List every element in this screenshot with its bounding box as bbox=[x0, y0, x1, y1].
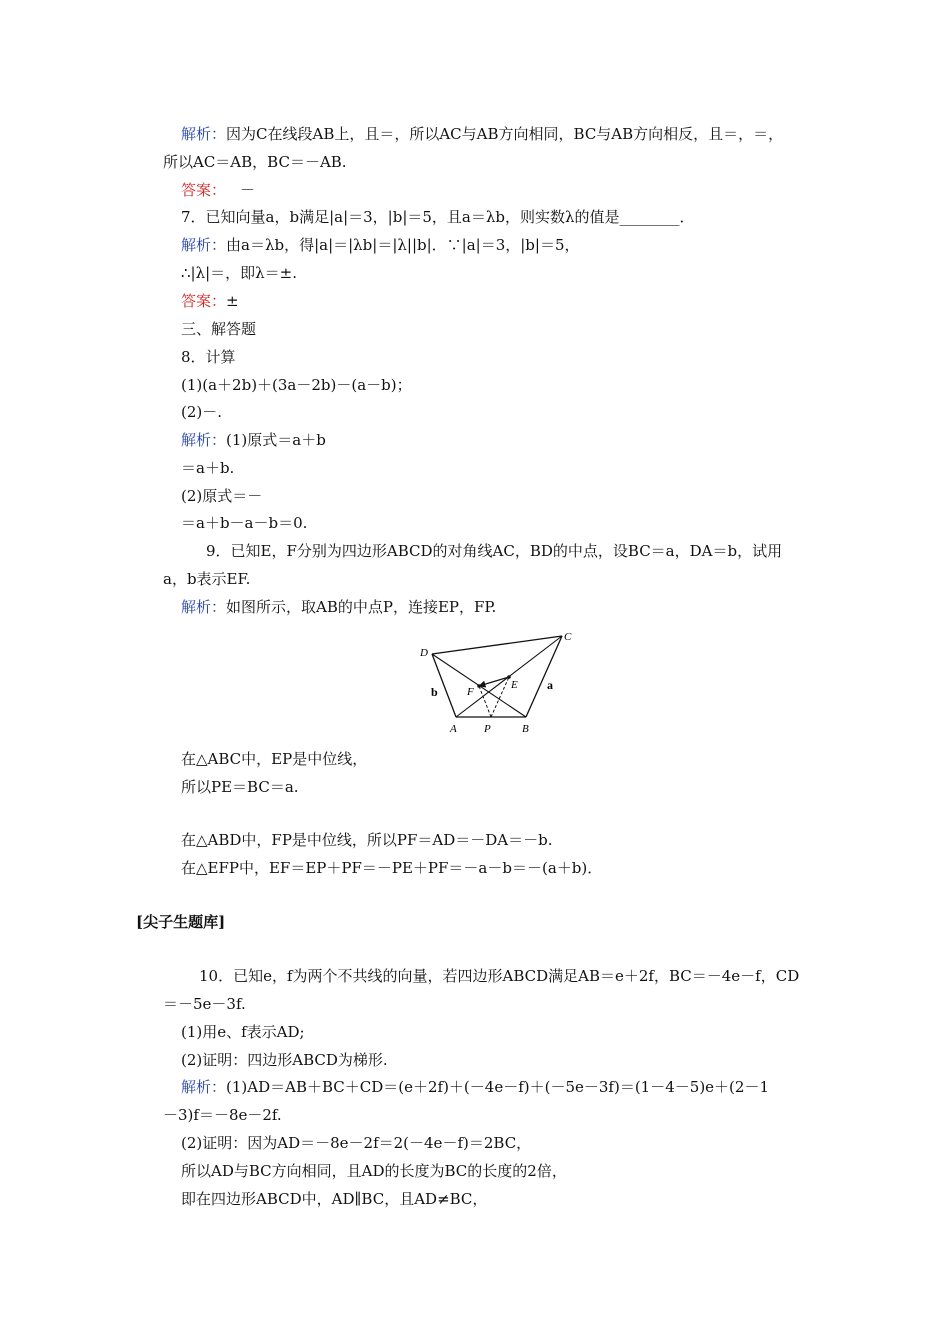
side-bc bbox=[526, 636, 562, 717]
q6-answer-line bbox=[181, 180, 255, 200]
q10-analysis-text: (1)AD＝AB＋BC＋CD＝(e＋2f)＋(－4e－f)＋(－5e－3f)＝(1－4－5)e＋(2－1 bbox=[226, 1078, 769, 1096]
label-d: D bbox=[420, 647, 428, 659]
q10-part2: (2)证明：四边形ABCD为梯形. bbox=[181, 1051, 388, 1069]
q10-analysis-line bbox=[181, 1077, 769, 1097]
q10-analysis-cont: －3)f＝－8e－2f. bbox=[163, 1106, 282, 1124]
analysis-label: 解析： bbox=[181, 431, 227, 449]
q8-line3: (2)原式＝－ bbox=[181, 487, 263, 505]
vector-ef bbox=[479, 677, 509, 686]
section-bank-title: [尖子生题库] bbox=[136, 913, 226, 931]
q10-proof2: 所以AD与BC方向相同，且AD的长度为BC的长度的2倍， bbox=[181, 1162, 567, 1180]
q6-analysis-text: 因为C在线段AB上，且＝，所以AC与AB方向相同，BC与AB方向相反，且＝，＝， bbox=[226, 125, 784, 143]
label-b: B bbox=[522, 723, 529, 735]
label-a: A bbox=[450, 723, 457, 735]
q9-line-abc: 在△ABC中，EP是中位线， bbox=[181, 750, 368, 768]
q9-line-efp: 在△EFP中，EF＝EP＋PF＝－PE＋PF＝－a－b＝－(a＋b)． bbox=[181, 859, 603, 877]
segment-pf bbox=[479, 686, 491, 717]
q8-title: 8．计算 bbox=[181, 348, 236, 366]
q9-question: 9．已知E，F分别为四边形ABCD的对角线AC，BD的中点，设BC＝a，DA＝b，试用 bbox=[206, 542, 783, 560]
q7-answer-text: ± bbox=[226, 292, 239, 310]
q7-answer-line bbox=[181, 291, 239, 311]
q10-part1: (1)用e、f表示AD; bbox=[181, 1023, 305, 1041]
q6-analysis-cont: 所以AC＝AB，BC＝－AB. bbox=[163, 153, 347, 171]
label-vector-b: b bbox=[431, 685, 438, 699]
quadrilateral-figure bbox=[410, 625, 590, 740]
q10-question-cont: ＝－5e－3f. bbox=[163, 995, 246, 1013]
analysis-label: 解析： bbox=[181, 125, 227, 143]
q10-proof1: (2)证明：因为AD＝－8e－2f＝2(－4e－f)＝2BC， bbox=[181, 1134, 532, 1152]
analysis-label: 解析： bbox=[181, 598, 227, 616]
q9-line-pe: 所以PE＝BC＝a. bbox=[181, 778, 299, 796]
label-c: C bbox=[564, 631, 572, 643]
q9-analysis-text: 如图所示，取AB的中点P，连接EP，FP. bbox=[226, 598, 497, 616]
q8-line4: ＝a＋b－a－b＝0. bbox=[181, 514, 308, 532]
q7-question: 7．已知向量a，b满足|a|＝3，|b|＝5，且a＝λb，则实数λ的值是________． bbox=[181, 208, 695, 226]
answer-label: 答案： bbox=[181, 181, 227, 199]
q8-part1: (1)(a＋2b)＋(3a－2b)－(a－b)； bbox=[181, 376, 412, 394]
point-f bbox=[477, 684, 481, 688]
q6-answer-text: － bbox=[240, 181, 256, 199]
label-f: F bbox=[467, 686, 474, 698]
q9-question-cont: a，b表示EF. bbox=[163, 570, 251, 588]
q7-analysis-cont: ∴|λ|＝，即λ＝±. bbox=[181, 264, 298, 282]
analysis-label: 解析： bbox=[181, 1078, 227, 1096]
q6-analysis-line bbox=[181, 124, 783, 144]
q8-analysis-text: (1)原式＝a＋b bbox=[226, 431, 326, 449]
q9-analysis-line bbox=[181, 597, 496, 617]
section-heading: 三、解答题 bbox=[181, 320, 257, 338]
q10-proof3: 即在四边形ABCD中，AD∥BC，且AD≠BC， bbox=[181, 1190, 488, 1208]
q7-analysis-line bbox=[181, 235, 580, 255]
q8-line2: ＝a＋b. bbox=[181, 459, 235, 477]
analysis-label: 解析： bbox=[181, 236, 227, 254]
label-p: P bbox=[484, 723, 491, 735]
q8-part2: (2)－. bbox=[181, 403, 223, 421]
answer-label: 答案： bbox=[181, 292, 227, 310]
q8-analysis-line bbox=[181, 430, 326, 450]
label-vector-a: a bbox=[547, 678, 553, 692]
q7-analysis-text: 由a＝λb，得|a|＝|λb|＝|λ||b|．∵|a|＝3，|b|＝5， bbox=[226, 236, 580, 254]
label-e: E bbox=[511, 679, 518, 691]
q10-question: 10．已知e，f为两个不共线的向量，若四边形ABCD满足AB＝e＋2f，BC＝－4e－f，CD bbox=[199, 967, 800, 985]
q9-line-abd: 在△ABD中，FP是中位线，所以PF＝AD＝－DA＝－b. bbox=[181, 831, 553, 849]
